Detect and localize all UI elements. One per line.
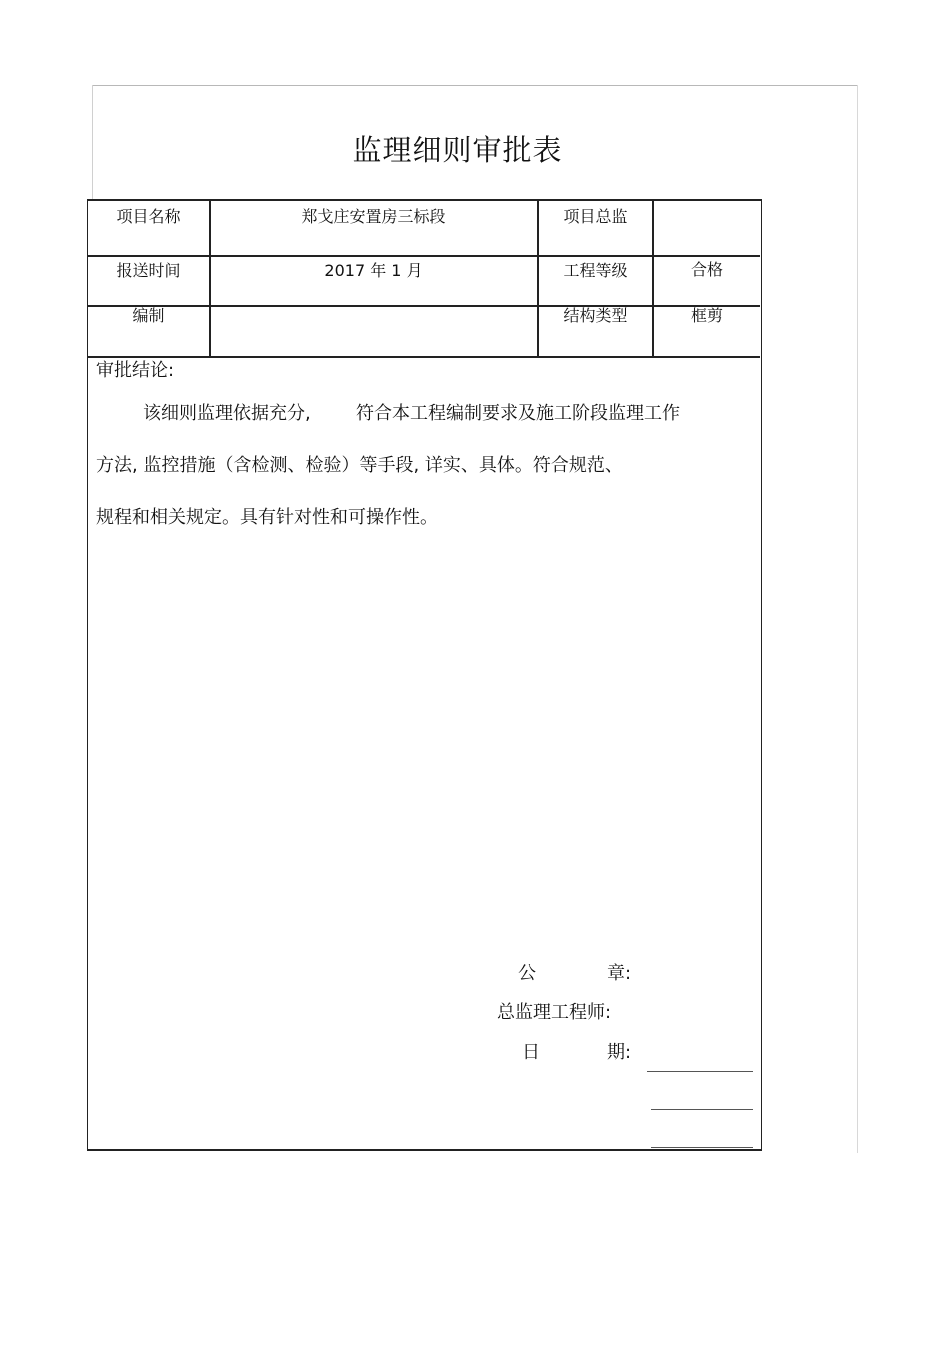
conclusion-line-3: 规程和相关规定。具有针对性和可操作性。 [96, 507, 438, 528]
label-project-grade: 工程等级 [563, 261, 628, 280]
signature-line-seal [647, 1071, 753, 1072]
row-divider-3 [88, 356, 760, 358]
approval-form-table [87, 199, 762, 1151]
conclusion-line-1a: 该细则监理依据充分, [143, 403, 311, 424]
value-structure-type: 框剪 [690, 306, 723, 325]
conclusion-line-2: 方法, 监控措施（含检测、检验）等手段, 详实、具体。符合规范、 [96, 455, 623, 476]
signature-line-chief [651, 1109, 753, 1110]
value-project-grade: 合格 [690, 260, 723, 279]
conclusion-line-1b: 符合本工程编制要求及施工阶段监理工作 [356, 403, 680, 424]
conclusion-label: 审批结论: [96, 360, 175, 381]
date-label-b: 期: [607, 1042, 632, 1063]
value-submit-time: 2017 年 1 月 [324, 261, 423, 280]
label-structure-type: 结构类型 [563, 306, 628, 325]
chief-engineer-label: 总监理工程师: [497, 1002, 612, 1023]
signature-line-date [651, 1147, 753, 1148]
label-submit-time: 报送时间 [116, 261, 181, 280]
label-project-chief: 项目总监 [563, 207, 628, 226]
document-title: 监理细则审批表 [352, 133, 563, 167]
date-label-a: 日 [522, 1042, 540, 1063]
seal-label-a: 公 [518, 963, 536, 984]
label-compile: 编制 [132, 306, 165, 325]
seal-label-b: 章: [607, 963, 632, 984]
page-frame-top [92, 85, 858, 86]
value-project-name: 郑戈庄安置房三标段 [301, 207, 446, 226]
row-divider-1 [88, 255, 760, 257]
page-frame-right [857, 85, 858, 1153]
label-project-name: 项目名称 [116, 207, 181, 226]
